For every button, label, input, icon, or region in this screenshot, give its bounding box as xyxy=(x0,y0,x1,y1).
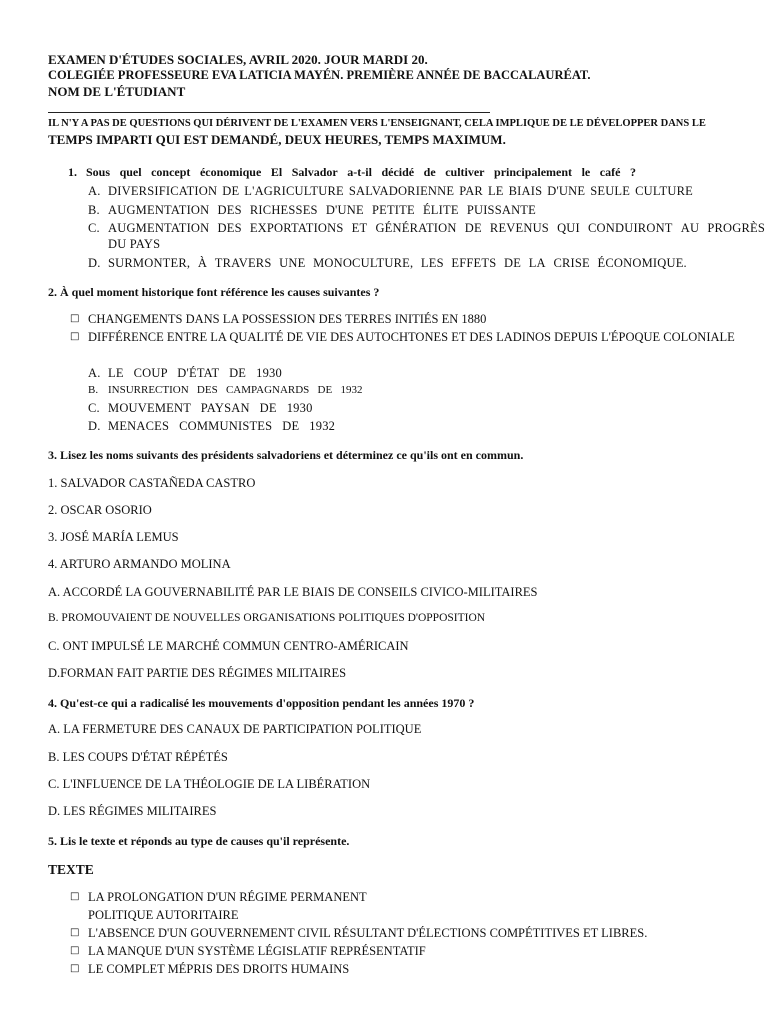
checkbox-icon: □ xyxy=(70,945,80,956)
q2-option-d-letter: D. xyxy=(88,419,101,433)
q2-option-a: LE COUP D'ÉTAT DE 1930 xyxy=(108,366,282,380)
checkbox-icon: □ xyxy=(70,331,80,342)
q2-option-a-letter: A. xyxy=(88,366,101,380)
q1-option-d: SURMONTER, À TRAVERS UNE MONOCULTURE, LES EFFETS DE LA CRISE ÉCONOMIQUE. xyxy=(108,256,687,270)
q1-option-c: AUGMENTATION DES EXPORTATIONS ET GÉNÉRATION DE REVENUS QUI CONDUIRONT AU PROGRÈS xyxy=(108,221,765,235)
q1-option-d-letter: D. xyxy=(88,256,101,270)
q5-text: 5. Lis le texte et réponds au type de causes qu'il représente. xyxy=(48,834,350,848)
q2-option-d: MENACES COMMUNISTES DE 1932 xyxy=(108,419,336,433)
q1-option-b-letter: B. xyxy=(88,203,100,217)
student-name-label: NOM DE L'ÉTUDIANT xyxy=(48,84,186,99)
q3-option-b: B. PROMOUVAIENT DE NOUVELLES ORGANISATIONS POLITIQUES D'OPPOSITION xyxy=(48,612,486,624)
q3-name-4: 4. ARTURO ARMANDO MOLINA xyxy=(48,557,231,571)
q2-bullet-2: DIFFÉRENCE ENTRE LA QUALITÉ DE VIE DES AUTOCHTONES ET DES LADINOS DEPUIS L'ÉPOQUE COLONIALE xyxy=(88,330,735,344)
q3-name-2: 2. OSCAR OSORIO xyxy=(48,503,152,517)
notice-line-1: IL N'Y A PAS DE QUESTIONS QUI DÉRIVENT DE L'EXAMEN VERS L'ENSEIGNANT, CELA IMPLIQUE DE LE DÉVELOPPER DANS LE xyxy=(48,118,706,129)
q3-option-a: A. ACCORDÉ LA GOUVERNABILITÉ PAR LE BIAIS DE CONSEILS CIVICO-MILITAIRES xyxy=(48,585,538,599)
q5-bullet-3: LA MANQUE D'UN SYSTÈME LÉGISLATIF REPRÉSENTATIF xyxy=(88,944,426,958)
checkbox-icon: □ xyxy=(70,313,80,324)
q1-option-a-letter: A. xyxy=(88,184,101,198)
q1-option-c-continuation: DU PAYS xyxy=(108,237,161,251)
teacher-line: COLEGIÉE PROFESSEURE EVA LATICIA MAYÉN. PREMIÈRE ANNÉE DE BACCALAURÉAT. xyxy=(48,68,591,82)
q1-number: 1. xyxy=(68,165,77,179)
q5-bullet-2: L'ABSENCE D'UN GOUVERNEMENT CIVIL RÉSULTANT D'ÉLECTIONS COMPÉTITIVES ET LIBRES. xyxy=(88,926,648,940)
q5-bullet-1-continuation: POLITIQUE AUTORITAIRE xyxy=(88,908,239,922)
q4-option-c: C. L'INFLUENCE DE LA THÉOLOGIE DE LA LIBÉRATION xyxy=(48,777,371,791)
q5-heading: TEXTE xyxy=(48,862,94,877)
q4-option-a: A. LA FERMETURE DES CANAUX DE PARTICIPATION POLITIQUE xyxy=(48,722,422,736)
q1-option-a: DIVERSIFICATION DE L'AGRICULTURE SALVADORIENNE PAR LE BIAIS D'UNE SEULE CULTURE xyxy=(108,184,693,198)
q3-option-c: C. ONT IMPULSÉ LE MARCHÉ COMMUN CENTRO-AMÉRICAIN xyxy=(48,639,409,653)
q4-option-b: B. LES COUPS D'ÉTAT RÉPÉTÉS xyxy=(48,750,228,764)
q3-name-1: 1. SALVADOR CASTAÑEDA CASTRO xyxy=(48,476,256,490)
q2-text: 2. À quel moment historique font référence les causes suivantes ? xyxy=(48,285,380,299)
checkbox-icon: □ xyxy=(70,891,80,902)
exam-title: EXAMEN D'ÉTUDES SOCIALES, AVRIL 2020. JOUR MARDI 20. xyxy=(48,52,428,67)
q2-option-c: MOUVEMENT PAYSAN DE 1930 xyxy=(108,401,313,415)
q5-bullet-4: LE COMPLET MÉPRIS DES DROITS HUMAINS xyxy=(88,962,350,976)
q2-option-b-letter: B. xyxy=(88,384,99,396)
q3-option-d: D.FORMAN FAIT PARTIE DES RÉGIMES MILITAIRES xyxy=(48,666,347,680)
q2-option-c-letter: C. xyxy=(88,401,100,415)
checkbox-icon: □ xyxy=(70,927,80,938)
q2-option-b: INSURRECTION DES CAMPAGNARDS DE 1932 xyxy=(108,384,363,396)
q1-option-c-letter: C. xyxy=(88,221,100,235)
name-underline xyxy=(48,112,490,113)
q1-text: Sous quel concept économique El Salvador a-t-il décidé de cultiver principalement le café ? xyxy=(86,165,636,179)
notice-line-2: TEMPS IMPARTI QUI EST DEMANDÉ, DEUX HEURES, TEMPS MAXIMUM. xyxy=(48,132,506,147)
q2-bullet-1: CHANGEMENTS DANS LA POSSESSION DES TERRES INITIÉS EN 1880 xyxy=(88,312,487,326)
q1-option-b: AUGMENTATION DES RICHESSES D'UNE PETITE ÉLITE PUISSANTE xyxy=(108,203,536,217)
q4-option-d: D. LES RÉGIMES MILITAIRES xyxy=(48,804,217,818)
checkbox-icon: □ xyxy=(70,963,80,974)
q4-text: 4. Qu'est-ce qui a radicalisé les mouvements d'opposition pendant les années 1970 ? xyxy=(48,696,475,710)
q3-name-3: 3. JOSÉ MARÍA LEMUS xyxy=(48,530,179,544)
q3-text: 3. Lisez les noms suivants des présidents salvadoriens et déterminez ce qu'ils ont en commun. xyxy=(48,448,524,462)
q5-bullet-1: LA PROLONGATION D'UN RÉGIME PERMANENT xyxy=(88,890,367,904)
